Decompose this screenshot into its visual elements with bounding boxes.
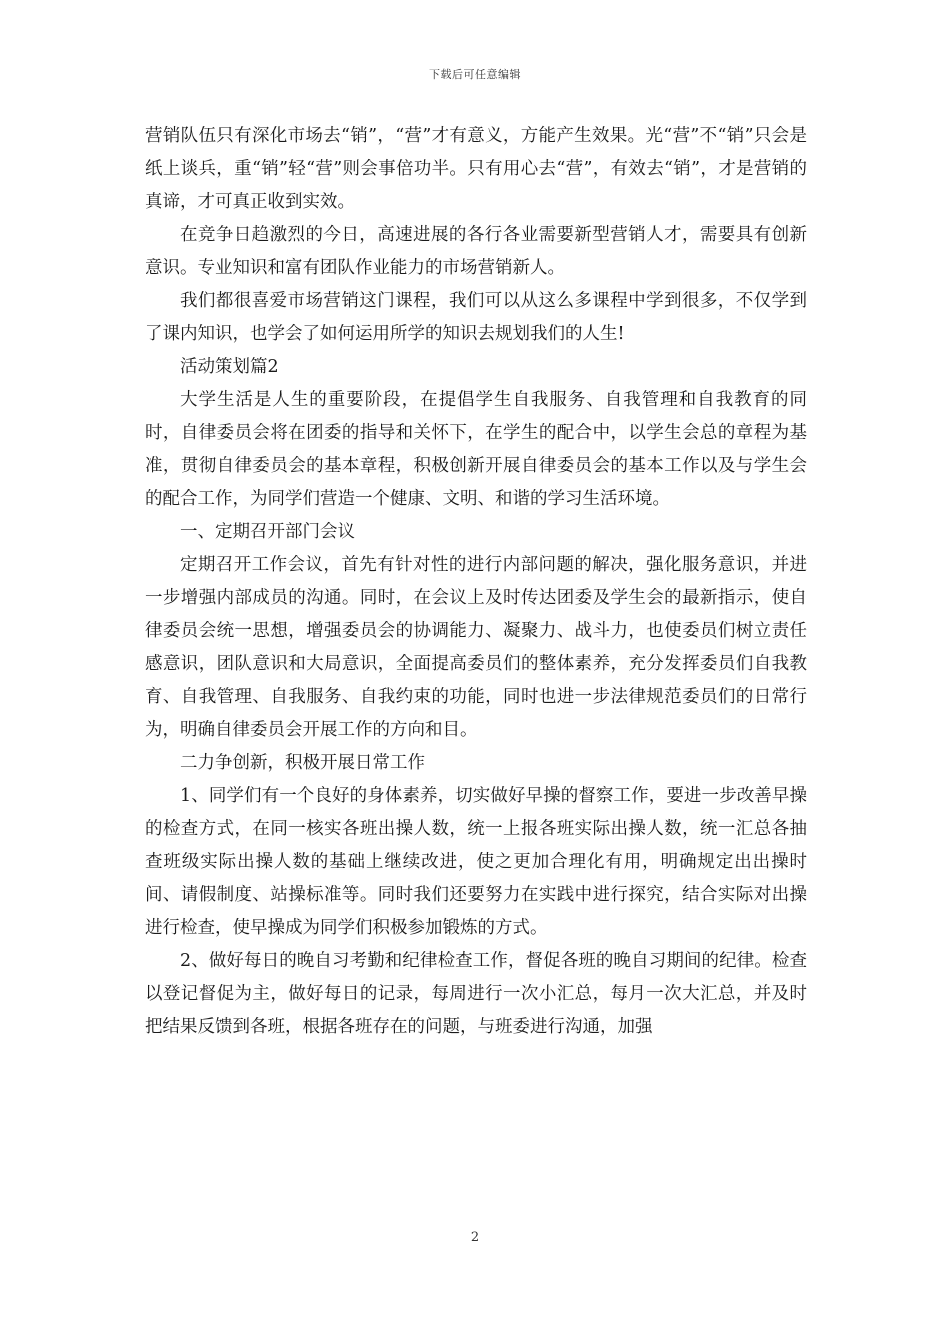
paragraph: 2、做好每日的晚自习考勤和纪律检查工作，督促各班的晚自习期间的纪律。检查以登记督促为主，做好每日的记录，每周进行一次小汇总，每月一次大汇总，并及时把结果反馈到各班，根据各班存在的问题，与班委进行沟通，加强 (145, 951, 807, 1037)
section-title: 活动策划篇2 (180, 357, 279, 377)
paragraph: 定期召开工作会议，首先有针对性的进行内部问题的解决，强化服务意识，并进一步增强内部成员的沟通。同时，在会议上及时传达团委及学生会的最新指示，使自律委员会统一思想，增强委员会的协调能力、凝聚力、战斗力，也使委员们树立责任感意识，团队意识和大局意识，全面提高委员们的整体素养，充分发挥委员们自我教育、自我管理、自我服务、自我约束的功能，同时也进一步法律规范委员们的日常行为，明确自律委员会开展工作的方向和目。 (145, 555, 807, 740)
document-body (145, 120, 807, 1044)
page-number: 2 (470, 1230, 480, 1245)
section-heading: 一、定期召开部门会议 (180, 522, 355, 542)
paragraph: 我们都很喜爱市场营销这门课程，我们可以从这么多课程中学到很多，不仅学到了课内知识，也学会了如何运用所学的知识去规划我们的人生! (145, 291, 807, 344)
paragraph: 1、同学们有一个良好的身体素养，切实做好早操的督察工作，要进一步改善早操的检查方式，在同一核实各班出操人数，统一上报各班实际出操人数，统一汇总各抽查班级实际出操人数的基础上继续改进，使之更加合理化有用，明确规定出出操时间、请假制度、站操标准等。同时我们还要努力在实践中进行探究，结合实际对出操进行检查，使早操成为同学们积极参加锻炼的方式。 (145, 786, 807, 938)
section-heading: 二力争创新，积极开展日常工作 (180, 753, 425, 773)
paragraph: 在竞争日趋激烈的今日，高速进展的各行各业需要新型营销人才，需要具有创新意识。专业知识和富有团队作业能力的市场营销新人。 (145, 225, 807, 278)
paragraph: 大学生活是人生的重要阶段，在提倡学生自我服务、自我管理和自我教育的同时，自律委员会将在团委的指导和关怀下，在学生的配合中，以学生会总的章程为基准，贯彻自律委员会的基本章程，积极创新开展自律委员会的基本工作以及与学生会的配合工作，为同学们营造一个健康、文明、和谐的学习生活环境。 (145, 390, 807, 509)
paragraph: 营销队伍只有深化市场去“销”，“营”才有意义，方能产生效果。光“营”不“销”只会是纸上谈兵，重“销”轻“营”则会事倍功半。只有用心去“营”，有效去“销”，才是营销的真谛，才可真正收到实效。 (145, 126, 807, 212)
page-header: 下载后可任意编辑 (429, 68, 521, 81)
